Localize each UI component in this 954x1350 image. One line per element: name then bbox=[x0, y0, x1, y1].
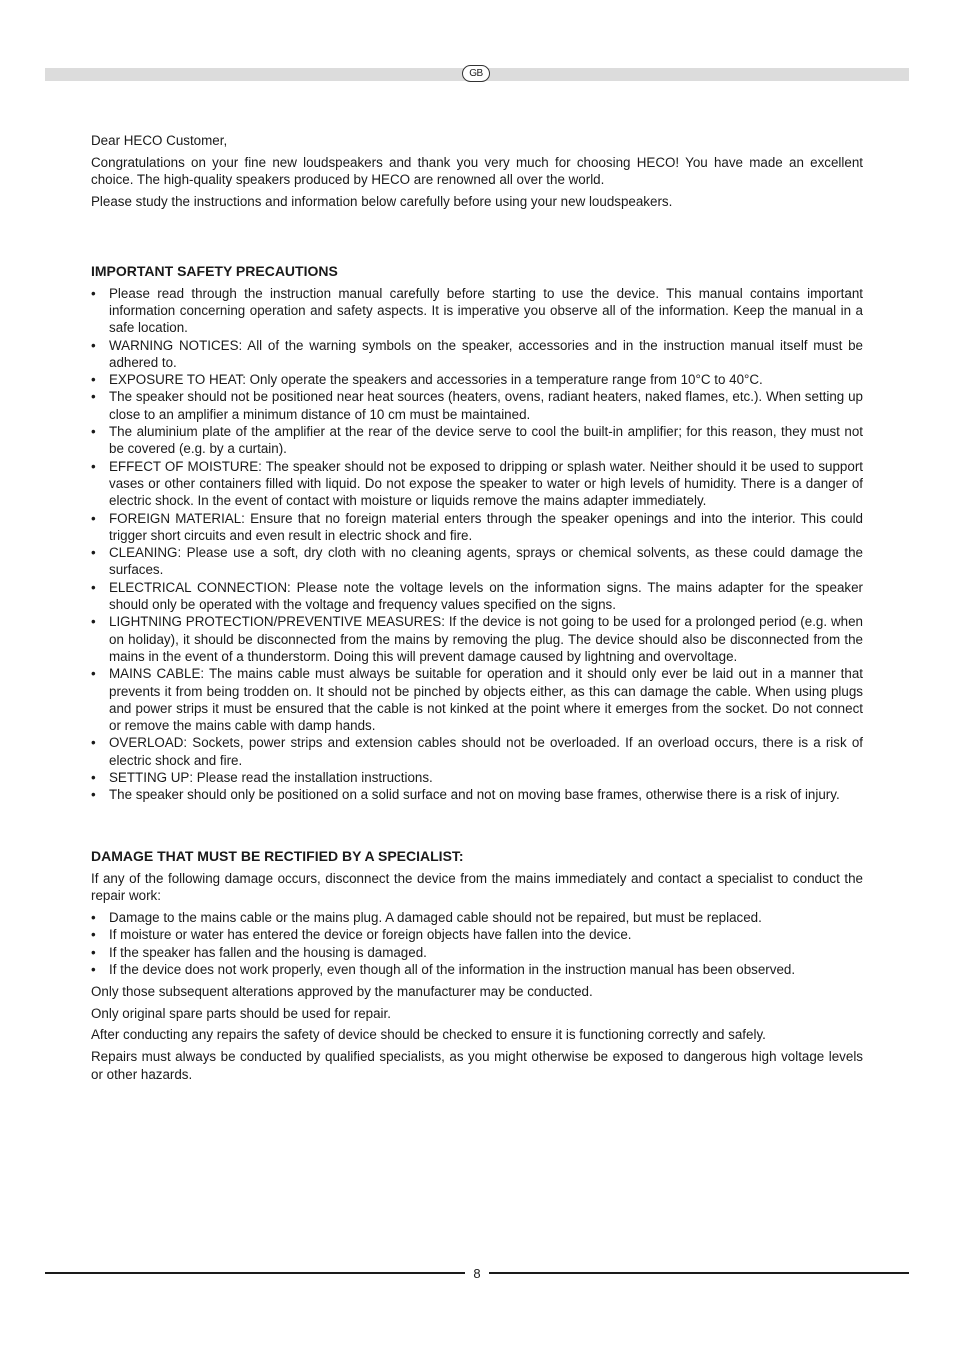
safety-list bbox=[91, 285, 863, 804]
list-item: • If the speaker has fallen and the housing is damaged. bbox=[91, 944, 863, 961]
intro-paragraph: Please study the instructions and information below carefully before using your new loudspeakers. bbox=[91, 193, 673, 209]
section-heading-safety: IMPORTANT SAFETY PRECAUTIONS bbox=[91, 262, 338, 279]
page-number: 8 bbox=[473, 1266, 481, 1281]
list-item: • The speaker should not be positioned near heat sources (heaters, ovens, radiant heaters, naked flames, etc.). When setting up close to an amplifier a minimum distance of 10 cm must be maintained. bbox=[91, 388, 863, 423]
list-item: • OVERLOAD: Sockets, power strips and extension cables should not be overloaded. If an overload occurs, there is a risk of electric shock and fire. bbox=[91, 734, 863, 769]
damage-intro: If any of the following damage occurs, disconnect the device from the mains immediately and contact a specialist to conduct the repair work: bbox=[91, 870, 863, 903]
section-heading-damage: DAMAGE THAT MUST BE RECTIFIED BY A SPECIALIST: bbox=[91, 847, 464, 864]
damage-paragraph: Repairs must always be conducted by qualified specialists, as you might otherwise be exposed to dangerous high voltage levels or other hazards. bbox=[91, 1049, 863, 1082]
list-item: • Please read through the instruction manual carefully before starting to use the device. This manual contains important information concerning operation and safety aspects. It is imperative you observe all of the information. Keep the manual in a safe location. bbox=[91, 285, 863, 337]
list-item: • Damage to the mains cable or the mains plug. A damaged cable should not be repaired, but must be replaced. bbox=[91, 909, 863, 926]
damage-list bbox=[91, 909, 863, 978]
footer-rule-left bbox=[45, 1272, 465, 1274]
damage-paragraph: Only original spare parts should be used for repair. bbox=[91, 1005, 391, 1021]
footer-rule-right bbox=[489, 1272, 909, 1274]
list-item: • WARNING NOTICES: All of the warning symbols on the speaker, accessories and in the instruction manual itself must be adhered to. bbox=[91, 337, 863, 372]
list-item: • FOREIGN MATERIAL: Ensure that no foreign material enters through the speaker openings and into the interior. This could trigger short circuits and even result in electric shock and fire. bbox=[91, 510, 863, 545]
list-item: • If the device does not work properly, even though all of the information in the instruction manual has been observed. bbox=[91, 961, 863, 978]
page-content bbox=[91, 132, 863, 1087]
list-item: • ELECTRICAL CONNECTION: Please note the voltage levels on the information signs. The mains adapter for the speaker should only be operated with the voltage and frequency values specified on the signs. bbox=[91, 579, 863, 614]
list-item: • The aluminium plate of the amplifier at the rear of the device serve to cool the built-in amplifier; for this reason, they must not be covered (e.g. by a curtain). bbox=[91, 423, 863, 458]
list-item: • LIGHTNING PROTECTION/PREVENTIVE MEASURES: If the device is not going to be used for a prolonged period (e.g. when on holiday), it should be disconnected from the mains by removing the plug. The device should also be disconnected from the mains in the event of a thunderstorm. Doing this will prevent damage caused by lightning and overvoltage. bbox=[91, 613, 863, 665]
damage-paragraph: After conducting any repairs the safety of device should be checked to ensure it is functioning correctly and safely. bbox=[91, 1027, 766, 1043]
list-item: • The speaker should only be positioned on a solid surface and not on moving base frames, otherwise there is a risk of injury. bbox=[91, 786, 863, 803]
list-item: • MAINS CABLE: The mains cable must always be suitable for operation and it should only ever be laid out in a manner that prevents it from being trodden on. It should not be pinched by objects either, as this can damage the cable. When using plugs and power strips it must be ensured that the cable is not kinked at the point where it emerges from the socket. Do not connect or remove the mains cable with damp hands. bbox=[91, 665, 863, 734]
list-item: • SETTING UP: Please read the installation instructions. bbox=[91, 769, 863, 786]
language-badge: GB bbox=[462, 65, 490, 82]
list-item: • EFFECT OF MOISTURE: The speaker should not be exposed to dripping or splash water. Neither should it be used to support vases or other containers filled with liquid. Do not expose the speaker to water or high levels of humidity. There is a danger of electric shock. In the event of contact with moisture or liquids remove the mains adapter immediately. bbox=[91, 458, 863, 510]
list-item: • EXPOSURE TO HEAT: Only operate the speakers and accessories in a temperature range from 10°C to 40°C. bbox=[91, 371, 863, 388]
list-item: • CLEANING: Please use a soft, dry cloth with no cleaning agents, sprays or chemical solvents, as these could damage the surfaces. bbox=[91, 544, 863, 579]
damage-paragraph: Only those subsequent alterations approved by the manufacturer may be conducted. bbox=[91, 983, 593, 999]
greeting: Dear HECO Customer, bbox=[91, 133, 228, 148]
intro-paragraph: Congratulations on your fine new loudspeakers and thank you very much for choosing HECO! You have made an excellent choice. The high-quality speakers produced by HECO are renowned all over the world. bbox=[91, 154, 863, 188]
list-item: • If moisture or water has entered the device or foreign objects have fallen into the device. bbox=[91, 926, 863, 943]
